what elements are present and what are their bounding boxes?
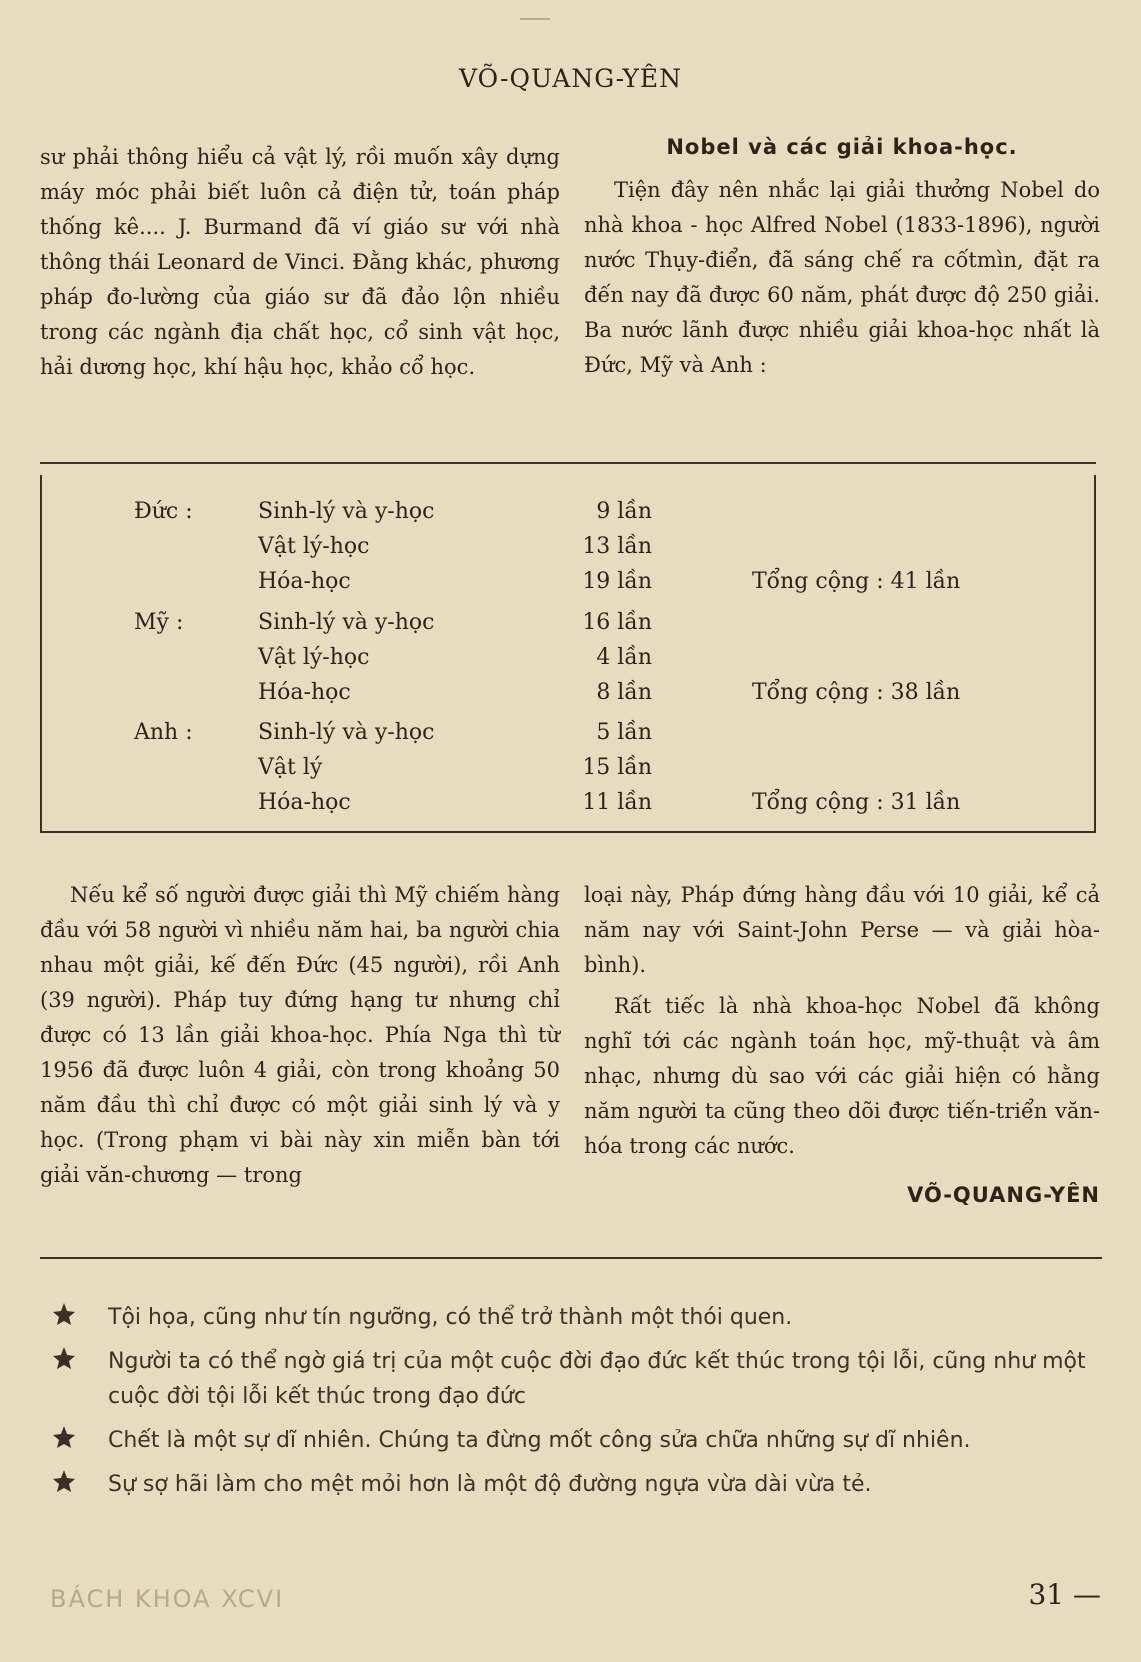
left-column bbox=[40, 140, 560, 385]
top-crease-mark bbox=[520, 18, 550, 20]
field-cell: Sinh-lý và y-học bbox=[258, 610, 435, 635]
table-row bbox=[42, 529, 1098, 564]
lower-right-paragraph-1: loại này, Pháp đứng hàng đầu với 10 giải, kể cả năm nay với Saint-John Perse — và giải hòa-bình). bbox=[584, 883, 1100, 977]
count-cell: 15 lần bbox=[582, 755, 652, 780]
count-cell: 16 lần bbox=[582, 610, 652, 635]
count-cell: 5 lần bbox=[596, 720, 652, 745]
country-cell: Đức : bbox=[134, 499, 193, 524]
quote-text: Tội họa, cũng như tín ngưỡng, có thể trở thành một thói quen. bbox=[108, 1305, 793, 1330]
field-cell: Vật lý-học bbox=[258, 645, 370, 670]
quote-item bbox=[48, 1423, 1108, 1458]
table-row bbox=[42, 750, 1098, 785]
table-row bbox=[42, 605, 1098, 640]
quotes-divider bbox=[40, 1257, 1102, 1259]
star-icon bbox=[52, 1346, 76, 1370]
country-cell: Mỹ : bbox=[134, 610, 184, 635]
quote-item bbox=[48, 1467, 1108, 1502]
count-cell: 8 lần bbox=[596, 680, 652, 705]
star-icon bbox=[52, 1425, 76, 1449]
running-head: VÕ-QUANG-YÊN bbox=[459, 64, 682, 93]
right-column bbox=[584, 130, 1100, 383]
lower-left-column bbox=[40, 878, 560, 1193]
field-cell: Vật lý bbox=[258, 755, 323, 780]
total-cell: Tổng cộng : 31 lần bbox=[752, 790, 961, 815]
table-row bbox=[42, 640, 1098, 675]
field-cell: Vật lý-học bbox=[258, 534, 370, 559]
count-cell: 19 lần bbox=[582, 569, 652, 594]
left-paragraph: sư phải thông hiểu cả vật lý, rồi muốn xây dựng máy móc phải biết luôn cả điện tử, toán pháp thống kê.... J. Burmand đã ví giáo sư với nhà thông thái Leonard de Vinci. Đằng khác, phương pháp đo-lường của giáo sư đã đảo lộn nhiều trong các ngành địa chất học, cổ sinh vật học, hải dương học, khí hậu học, khảo cổ học. bbox=[40, 145, 560, 379]
table-row bbox=[42, 675, 1098, 710]
count-cell: 4 lần bbox=[596, 645, 652, 670]
page-number: 31 — bbox=[1028, 1578, 1101, 1611]
field-cell: Sinh-lý và y-học bbox=[258, 720, 435, 745]
field-cell: Sinh-lý và y-học bbox=[258, 499, 435, 524]
lower-right-paragraph-2: Rất tiếc là nhà khoa-học Nobel đã không nghĩ tới các ngành toán học, mỹ-thuật và âm nhạc, nhưng dù sao với các giải hiện có hằng năm người ta cũng theo dõi được tiến-triển văn-hóa trong các nước. bbox=[584, 994, 1100, 1158]
right-paragraph: Tiện đây nên nhắc lại giải thưởng Nobel do nhà khoa - học Alfred Nobel (1833-1896), người nước Thụy-điển, đã sáng chế ra cốtmìn, đặt ra đến nay đã được 60 năm, phát được độ 250 giải. Ba nước lãnh được nhiều giải khoa-học nhất là Đức, Mỹ và Anh : bbox=[584, 178, 1100, 377]
section-heading: Nobel và các giải khoa-học. bbox=[666, 135, 1018, 159]
quote-text: Sự sợ hãi làm cho mệt mỏi hơn là một độ đường ngựa vừa dài vừa tẻ. bbox=[108, 1472, 872, 1497]
table-row bbox=[42, 564, 1098, 599]
author-signature: VÕ-QUANG-YÊN bbox=[907, 1183, 1100, 1207]
lower-right-column bbox=[584, 878, 1100, 1213]
quote-item bbox=[48, 1344, 1108, 1414]
total-cell: Tổng cộng : 38 lần bbox=[752, 680, 961, 705]
count-cell: 11 lần bbox=[582, 790, 652, 815]
table-row bbox=[42, 715, 1098, 750]
country-cell: Anh : bbox=[134, 720, 193, 745]
quotes-section bbox=[48, 1300, 1108, 1511]
field-cell: Hóa-học bbox=[258, 569, 351, 594]
quote-item bbox=[48, 1300, 1108, 1335]
field-cell: Hóa-học bbox=[258, 790, 351, 815]
table-top-rule bbox=[40, 462, 1096, 464]
field-cell: Hóa-học bbox=[258, 680, 351, 705]
quote-text: Người ta có thể ngờ giá trị của một cuộc đời đạo đức kết thúc trong tội lỗi, cũng như một cuộc đời tội lỗi kết thúc trong đạo đức bbox=[108, 1349, 1086, 1409]
star-icon bbox=[52, 1302, 76, 1326]
total-cell: Tổng cộng : 41 lần bbox=[752, 569, 961, 594]
lower-left-paragraph: Nếu kể số người được giải thì Mỹ chiếm hàng đầu với 58 người vì nhiều năm hai, ba người chia nhau một giải, kế đến Đức (45 người), rồi Anh (39 người). Pháp tuy đứng hạng tư nhưng chỉ được có 13 lần giải khoa-học. Phía Nga thì từ 1956 đã được luôn 4 giải, còn trong khoảng 50 năm đầu thì chỉ được có một giải sinh lý và y học. (Trong phạm vi bài này xin miễn bàn tới giải văn-chương — trong bbox=[40, 883, 560, 1187]
table-row bbox=[42, 785, 1098, 820]
nobel-table bbox=[40, 475, 1096, 833]
star-icon bbox=[52, 1469, 76, 1493]
quote-text: Chết là một sự dĩ nhiên. Chúng ta đừng mốt công sửa chữa những sự dĩ nhiên. bbox=[108, 1428, 971, 1453]
magazine-title: BÁCH KHOA XCVI bbox=[50, 1585, 285, 1613]
count-cell: 13 lần bbox=[582, 534, 652, 559]
count-cell: 9 lần bbox=[596, 499, 652, 524]
table-row bbox=[42, 494, 1098, 529]
